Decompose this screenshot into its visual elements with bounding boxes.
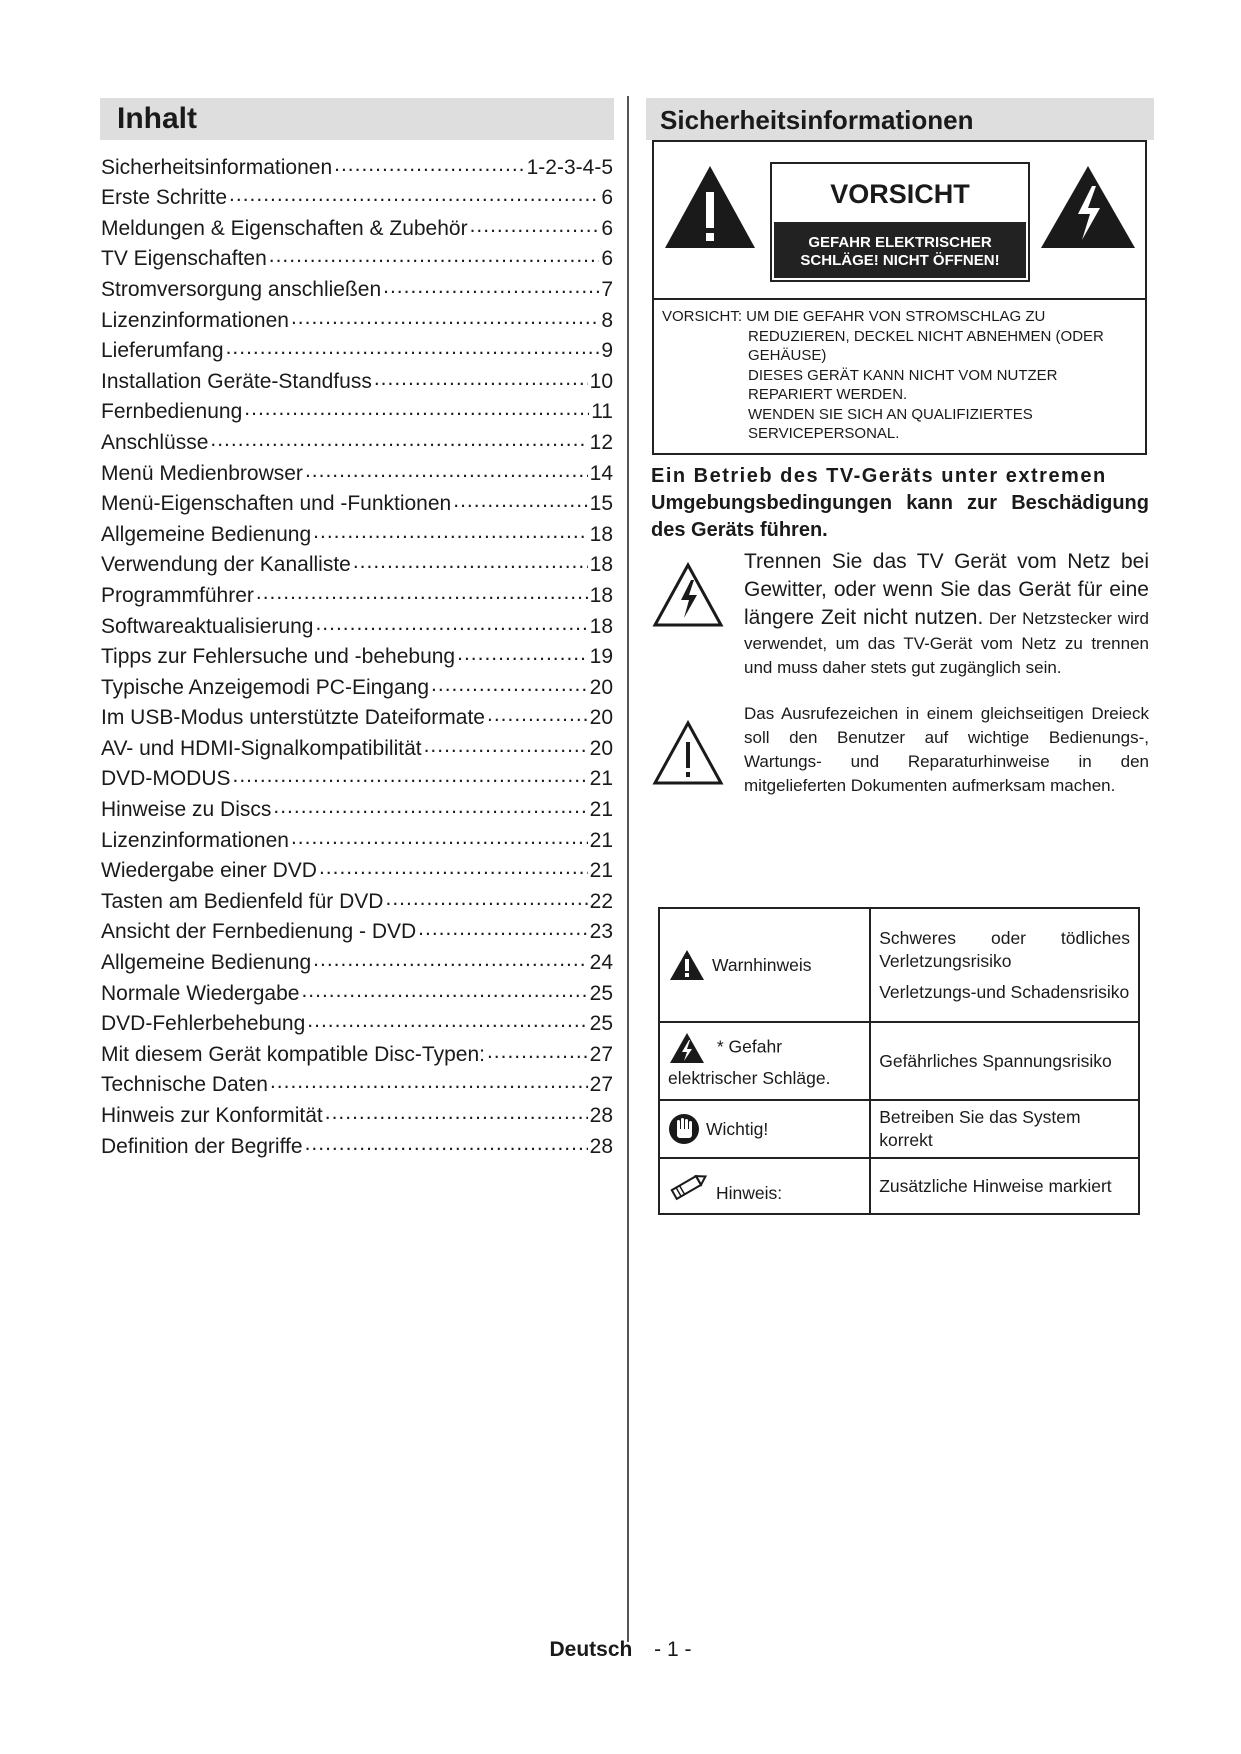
toc-entry-label: Lieferumfang: [101, 339, 224, 363]
toc-entry-label: Allgemeine Bedienung: [101, 522, 312, 546]
toc-list: [101, 149, 613, 1159]
lightning-outline-icon: [652, 562, 724, 628]
toc-entry-label: Stromversorgung anschließen: [101, 277, 382, 301]
toc-entry-label: Sicherheitsinformationen: [101, 155, 333, 179]
toc-entry-page: 28: [589, 1134, 613, 1158]
exclamation-paragraph: Das Ausrufezeichen in einem gleichseitigen Dreieck soll den Benutzer auf wichtige Bedienungs-, Wartungs- und Reparaturhinweise in den mitgelieferten Dokumenten aufmerksam machen.: [652, 702, 1152, 822]
toc-entry-label: Hinweis zur Konformität: [101, 1104, 323, 1127]
toc-entry-label: Ansicht der Fernbedienung - DVD: [101, 920, 417, 944]
toc-entry[interactable]: [101, 761, 613, 792]
toc-entry[interactable]: [101, 333, 613, 364]
toc-entry[interactable]: [101, 577, 613, 608]
exclamation-outline-icon: [652, 720, 724, 786]
toc-entry[interactable]: [101, 700, 613, 731]
toc-entry-label: Allgemeine Bedienung: [101, 951, 312, 975]
toc-entry-page: 21: [589, 767, 613, 791]
toc-entry-label: Tipps zur Fehlersuche und -behebung: [101, 645, 456, 669]
toc-heading: Inhalt: [100, 98, 614, 140]
toc-entry-page: 6: [601, 186, 613, 210]
toc-entry-page: 18: [589, 522, 613, 546]
toc-entry-page: 22: [589, 889, 613, 913]
toc-entry-page: 12: [589, 430, 613, 454]
toc-entry-label: Menü Medienbrowser: [101, 461, 303, 485]
toc-entry-page: 1-2-3-4-5: [526, 155, 613, 179]
toc-entry-page: 7: [601, 277, 613, 301]
toc-entry-page: 20: [589, 736, 613, 760]
toc-entry[interactable]: [101, 394, 613, 425]
exclamation-triangle-icon: [662, 162, 758, 252]
toc-entry-label: Programmführer: [101, 583, 254, 607]
toc-entry[interactable]: [101, 853, 613, 884]
page-footer: [0, 1638, 1241, 1662]
toc-entry-page: 9: [601, 339, 613, 363]
toc-entry-page: 6: [601, 216, 613, 240]
footer-language: Deutsch: [549, 1638, 633, 1661]
toc-entry-page: 21: [589, 828, 613, 852]
toc-entry-page: 20: [589, 706, 613, 730]
toc-entry[interactable]: [101, 547, 613, 578]
toc-entry[interactable]: [101, 608, 613, 639]
toc-entry[interactable]: [101, 1067, 613, 1098]
warning-triangle-icon: [668, 948, 706, 982]
toc-entry-page: 11: [591, 400, 613, 424]
toc-entry[interactable]: [101, 424, 613, 455]
toc-entry[interactable]: [101, 944, 613, 975]
toc-entry-label: Meldungen & Eigenschaften & Zubehör: [101, 216, 468, 240]
toc-entry-label: AV- und HDMI-Signalkompatibilität: [101, 736, 422, 760]
toc-entry-label: Lizenzinformationen: [101, 308, 289, 332]
toc-entry-page: 28: [589, 1104, 613, 1127]
toc-entry-page: 25: [589, 981, 613, 1005]
toc-entry-page: 24: [589, 951, 613, 975]
toc-entry[interactable]: [101, 1097, 613, 1128]
toc-entry-page: 21: [589, 859, 613, 883]
toc-entry-page: 8: [601, 308, 613, 332]
legend-row: Warnhinweis Schweres oder tödliches Verletzungsrisiko Verletzungs-und Schadensrisiko: [659, 908, 1139, 1022]
toc-entry-page: 23: [589, 920, 613, 944]
toc-entry-page: 20: [589, 675, 613, 699]
toc-entry[interactable]: [101, 210, 613, 241]
toc-entry-page: 18: [589, 583, 613, 607]
toc-entry-label: TV Eigenschaften: [101, 247, 267, 271]
toc-entry[interactable]: [101, 241, 613, 272]
toc-entry-page: 18: [589, 614, 613, 638]
toc-entry-label: DVD-Fehlerbehebung: [101, 1012, 306, 1036]
toc-entry[interactable]: [101, 486, 613, 517]
vorsicht-subtitle: GEFAHR ELEKTRISCHER SCHLÄGE! NICHT ÖFFNEN!: [774, 222, 1026, 278]
toc-entry-page: 18: [589, 553, 613, 577]
toc-entry[interactable]: [101, 455, 613, 486]
toc-entry-label: DVD-MODUS: [101, 767, 231, 791]
lightning-triangle-icon: [1038, 162, 1138, 252]
toc-entry[interactable]: [101, 302, 613, 333]
toc-entry-page: 21: [589, 798, 613, 822]
toc-entry[interactable]: [101, 639, 613, 670]
toc-entry-label: Definition der Begriffe: [101, 1134, 303, 1158]
safety-heading: Sicherheitsinformationen: [646, 98, 1154, 140]
toc-entry-label: Erste Schritte: [101, 186, 228, 210]
vorsicht-label: [770, 162, 1030, 282]
symbol-legend-table: [658, 907, 1140, 1215]
toc-entry[interactable]: [101, 1128, 613, 1159]
toc-entry[interactable]: [101, 1036, 613, 1067]
stop-hand-icon: [668, 1112, 700, 1146]
toc-entry-page: 27: [589, 1042, 613, 1066]
toc-entry-page: 10: [589, 369, 613, 393]
toc-entry-page: 6: [601, 247, 613, 271]
toc-entry[interactable]: [101, 822, 613, 853]
toc-entry[interactable]: [101, 271, 613, 302]
toc-entry-label: Mit diesem Gerät kompatible Disc-Typen:: [101, 1042, 485, 1066]
toc-entry-page: 27: [589, 1073, 613, 1097]
legend-row: Wichtig! Betreiben Sie das System korrekt: [659, 1100, 1139, 1158]
toc-entry-label: Hinweise zu Discs: [101, 798, 272, 822]
column-divider: [627, 96, 629, 1642]
electric-shock-icon: [668, 1031, 706, 1065]
toc-entry[interactable]: [101, 180, 613, 211]
toc-entry[interactable]: [101, 730, 613, 761]
toc-entry-label: Fernbedienung: [101, 400, 243, 424]
caution-text: VORSICHT: UM DIE GEFAHR VON STROMSCHLAG ZU REDUZIEREN, DECKEL NICHT ABNEHMEN (ODER GEHÄUSE) DIESES GERÄT KANN NICHT VOM NUTZER REPARIERT WERDEN. WENDEN SIE SICH AN QUALIFIZIERTES SERVICEPERSONAL.: [662, 308, 1104, 442]
toc-entry[interactable]: [101, 791, 613, 822]
toc-entry[interactable]: [101, 975, 613, 1006]
toc-entry[interactable]: [101, 1006, 613, 1037]
toc-entry[interactable]: [101, 149, 613, 180]
pencil-note-icon: [668, 1169, 710, 1203]
toc-entry-label: Normale Wiedergabe: [101, 981, 300, 1005]
toc-entry-page: 25: [589, 1012, 613, 1036]
toc-entry-label: Lizenzinformationen: [101, 828, 289, 852]
toc-entry-label: Wiedergabe einer DVD: [101, 859, 317, 883]
toc-entry-label: Menü-Eigenschaften und -Funktionen: [101, 492, 452, 516]
legend-row: * Gefahr elektrischer Schläge. Gefährliches Spannungsrisiko: [659, 1022, 1139, 1100]
toc-entry[interactable]: [101, 883, 613, 914]
toc-entry-label: Im USB-Modus unterstützte Dateiformate: [101, 706, 485, 730]
toc-entry[interactable]: [101, 669, 613, 700]
toc-entry-page: 14: [589, 461, 613, 485]
toc-entry-label: Tasten am Bedienfeld für DVD: [101, 889, 384, 913]
toc-entry[interactable]: [101, 363, 613, 394]
toc-entry-label: Typische Anzeigemodi PC-Eingang: [101, 675, 430, 699]
environment-warning: Ein Betrieb des TV-Geräts unter extremen Umgebungsbedingungen kann zur Beschädigung des Geräts führen.: [651, 465, 1149, 541]
toc-entry-label: Technische Daten: [101, 1073, 268, 1097]
lightning-paragraph: Trennen Sie das TV Gerät vom Netz bei Gewitter, oder wenn Sie das Gerät für eine längere Zeit nicht nutzen. Der Netzstecker wird verwendet, um das TV-Gerät vom Netz zu trennen und muss daher stets gut zugänglich sein.: [652, 548, 1152, 700]
toc-entry[interactable]: [101, 516, 613, 547]
toc-entry-label: Verwendung der Kanalliste: [101, 553, 351, 577]
toc-entry-page: 15: [589, 492, 613, 516]
page-number: - 1 -: [654, 1638, 692, 1661]
caution-box: [652, 140, 1147, 455]
toc-entry-page: 19: [589, 645, 613, 669]
toc-entry[interactable]: [101, 914, 613, 945]
vorsicht-title: VORSICHT: [830, 179, 970, 209]
toc-entry-label: Installation Geräte-Standfuss: [101, 369, 372, 393]
toc-entry-label: Softwareaktualisierung: [101, 614, 314, 638]
legend-row: Hinweis: Zusätzliche Hinweise markiert: [659, 1158, 1139, 1214]
toc-entry-label: Anschlüsse: [101, 430, 209, 454]
